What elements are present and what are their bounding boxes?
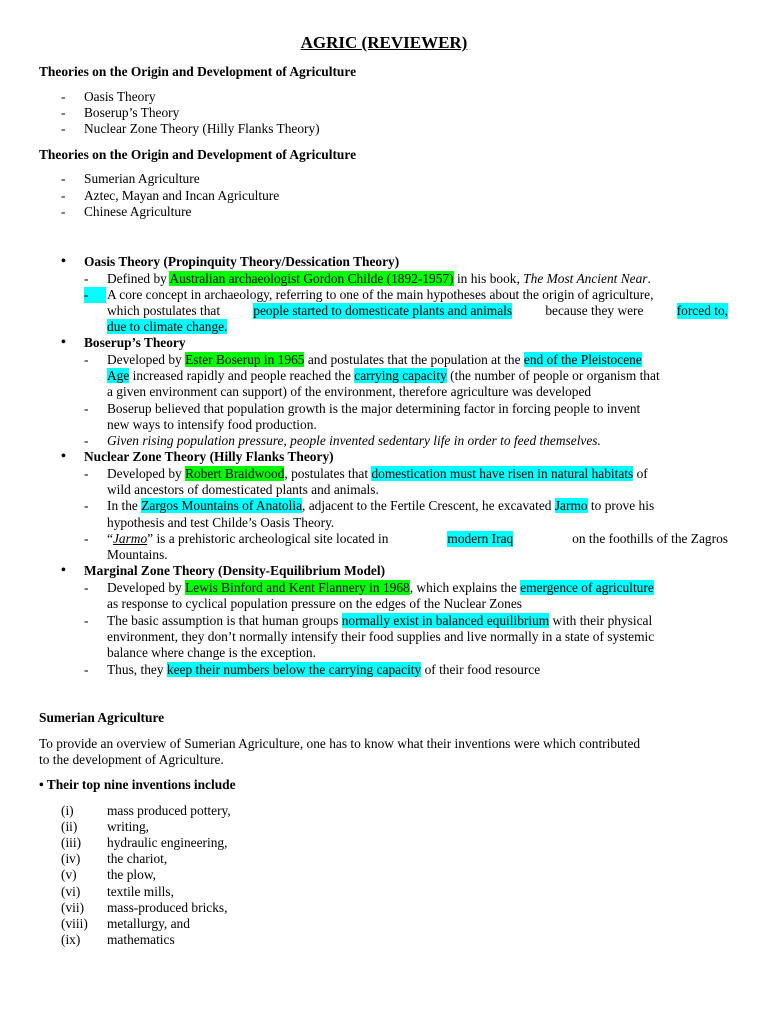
highlight-cyan: people started to domesticate plants and animals — [253, 303, 513, 318]
list-number: (ix) — [61, 932, 81, 947]
list-item: the plow, — [107, 867, 156, 882]
list-item: textile mills, — [107, 884, 174, 899]
list-dash: - — [84, 271, 89, 286]
list-dash: - — [61, 105, 66, 120]
list-dash: - — [84, 662, 89, 677]
text-line: The basic assumption is that human groups normally exist in balanced equilibrium with their physical — [107, 613, 653, 628]
highlight-cyan: Age — [107, 368, 130, 383]
text-line: Developed by Lewis Binford and Kent Flannery in 1968, which explains the emergence of agriculture — [107, 580, 654, 595]
list-item: mass produced pottery, — [107, 803, 231, 818]
bullet-dot: • — [61, 449, 66, 464]
list-dash: - — [84, 466, 89, 481]
text-line: a given environment can support) of the environment, therefore agriculture was developed — [107, 384, 592, 399]
list-dash: - — [84, 580, 89, 595]
text-line: Developed by Robert Braidwood, postulates that domestication must have risen in natural habitats of — [107, 466, 648, 481]
highlight-cyan: domestication must have risen in natural habitats — [371, 466, 634, 481]
text-line: which postulates that people started to domesticate plants and animals because they were forced to, — [107, 303, 728, 318]
list-item: Nuclear Zone Theory (Hilly Flanks Theory) — [84, 121, 320, 136]
text-line: Age increased rapidly and people reached the carrying capacity (the number of people or organism that — [107, 368, 660, 383]
highlight-cyan: forced to, — [676, 303, 728, 318]
book-title: The Most Ancient Near — [523, 271, 648, 286]
list-number: (ii) — [61, 819, 78, 834]
text-line: Given rising population pressure, people invented sedentary life in order to feed themselves. — [107, 433, 601, 448]
list-item: Boserup’s Theory — [84, 105, 180, 120]
list-item: writing, — [107, 819, 150, 834]
text-line: new ways to intensify food production. — [107, 417, 317, 432]
list-dash: - — [84, 352, 89, 367]
text-line: “Jarmo” is a prehistoric archeological site located in modern Iraq on the foothills of the Zagros — [107, 531, 728, 546]
list-item: Sumerian Agriculture — [84, 171, 200, 186]
text-line: Boserup believed that population growth is the major determining factor in forcing people to invent — [107, 401, 641, 416]
highlight-cyan: modern Iraq — [447, 531, 514, 546]
list-item: Oasis Theory — [84, 89, 156, 104]
text-line: as response to cyclical population pressure on the edges of the Nuclear Zones — [107, 596, 522, 611]
list-dash: - — [84, 531, 89, 546]
site-name: Jarmo — [112, 531, 148, 546]
section-heading: Theories on the Origin and Development of Agriculture — [39, 64, 357, 79]
text-line: Mountains. — [107, 547, 168, 562]
text-line: Thus, they keep their numbers below the carrying capacity of their food resource — [107, 662, 541, 677]
list-item: mathematics — [107, 932, 175, 947]
list-dash: - — [61, 121, 66, 136]
list-item: the chariot, — [107, 851, 168, 866]
highlight-green: Australian archaeologist Gordon Childe (1892-1957) — [169, 271, 454, 286]
list-number: (viii) — [61, 916, 88, 931]
paragraph-line: To provide an overview of Sumerian Agriculture, one has to know what their inventions were which contributed — [39, 736, 641, 751]
list-number: (v) — [61, 867, 77, 882]
text-line — [107, 319, 227, 335]
text-line: A core concept in archaeology, referring to one of the main hypotheses about the origin of agriculture, — [107, 287, 654, 302]
section-heading: Sumerian Agriculture — [39, 710, 165, 725]
list-item: Aztec, Mayan and Incan Agriculture — [84, 188, 280, 203]
list-dash: - — [84, 287, 106, 303]
text-line: Developed by Ester Boserup in 1965 and postulates that the population at the end of the Pleistocene — [107, 352, 642, 367]
bullet-dot: • — [61, 563, 66, 578]
inventions-heading: • Their top nine inventions include — [39, 777, 236, 792]
list-number: (vii) — [61, 900, 85, 915]
paragraph-line: to the development of Agriculture. — [39, 752, 224, 767]
list-dash: - — [84, 401, 89, 416]
list-item: mass-produced bricks, — [107, 900, 228, 915]
theory-heading: Boserup’s Theory — [84, 335, 186, 350]
text-line: balance where change is the exception. — [107, 645, 316, 660]
highlight-green: Robert Braidwood — [185, 466, 285, 481]
list-dash: - — [84, 498, 89, 513]
text-line: hypothesis and test Childe’s Oasis Theory. — [107, 515, 335, 530]
list-dash: - — [61, 171, 66, 186]
highlight-cyan: end of the Pleistocene — [523, 352, 642, 367]
highlight-cyan: carrying capacity — [354, 368, 447, 383]
highlight-cyan: Zargos Mountains of Anatolia — [141, 498, 303, 513]
list-dash: - — [61, 204, 66, 219]
highlight-cyan: normally exist in balanced equilibrium — [341, 613, 550, 628]
list-dash: - — [61, 188, 66, 203]
text-line: environment, they don’t normally intensify their food supplies and live normally in a state of systemic — [107, 629, 655, 644]
highlight-green: Lewis Binford and Kent Flannery in 1968 — [185, 580, 410, 595]
bullet-dot: • — [61, 335, 66, 350]
list-dash: - — [84, 433, 89, 448]
theory-heading: Oasis Theory (Propinquity Theory/Dessication Theory) — [84, 254, 400, 269]
text-line: Defined by Australian archaeologist Gordon Childe (1892-1957) in his book, The Most Ancient Near. — [107, 271, 651, 286]
list-number: (i) — [61, 803, 74, 818]
text-line: wild ancestors of domesticated plants and animals. — [107, 482, 379, 497]
theory-heading: Marginal Zone Theory (Density-Equilibrium Model) — [84, 563, 386, 578]
list-number: (iii) — [61, 835, 82, 850]
list-item: hydraulic engineering, — [107, 835, 228, 850]
list-item: Chinese Agriculture — [84, 204, 192, 219]
list-item: metallurgy, and — [107, 916, 190, 931]
list-dash: - — [84, 613, 89, 628]
highlight-cyan: due to climate change. — [107, 319, 228, 334]
text-line: In the Zargos Mountains of Anatolia, adjacent to the Fertile Crescent, he excavated Jarmo to prove his — [107, 498, 655, 513]
list-number: (vi) — [61, 884, 81, 899]
highlight-green: Ester Boserup in 1965 — [185, 352, 305, 367]
document-title: AGRIC (REVIEWER) — [300, 33, 468, 52]
list-number: (iv) — [61, 851, 81, 866]
section-heading: Theories on the Origin and Development of Agriculture — [39, 147, 357, 162]
highlight-cyan: keep their numbers below the carrying capacity — [166, 662, 422, 677]
theory-heading: Nuclear Zone Theory (Hilly Flanks Theory) — [84, 449, 334, 464]
highlight-cyan: emergence of agriculture — [520, 580, 654, 595]
highlight-cyan: Jarmo — [554, 498, 588, 513]
bullet-dot: • — [61, 254, 66, 269]
list-dash: - — [61, 89, 66, 104]
